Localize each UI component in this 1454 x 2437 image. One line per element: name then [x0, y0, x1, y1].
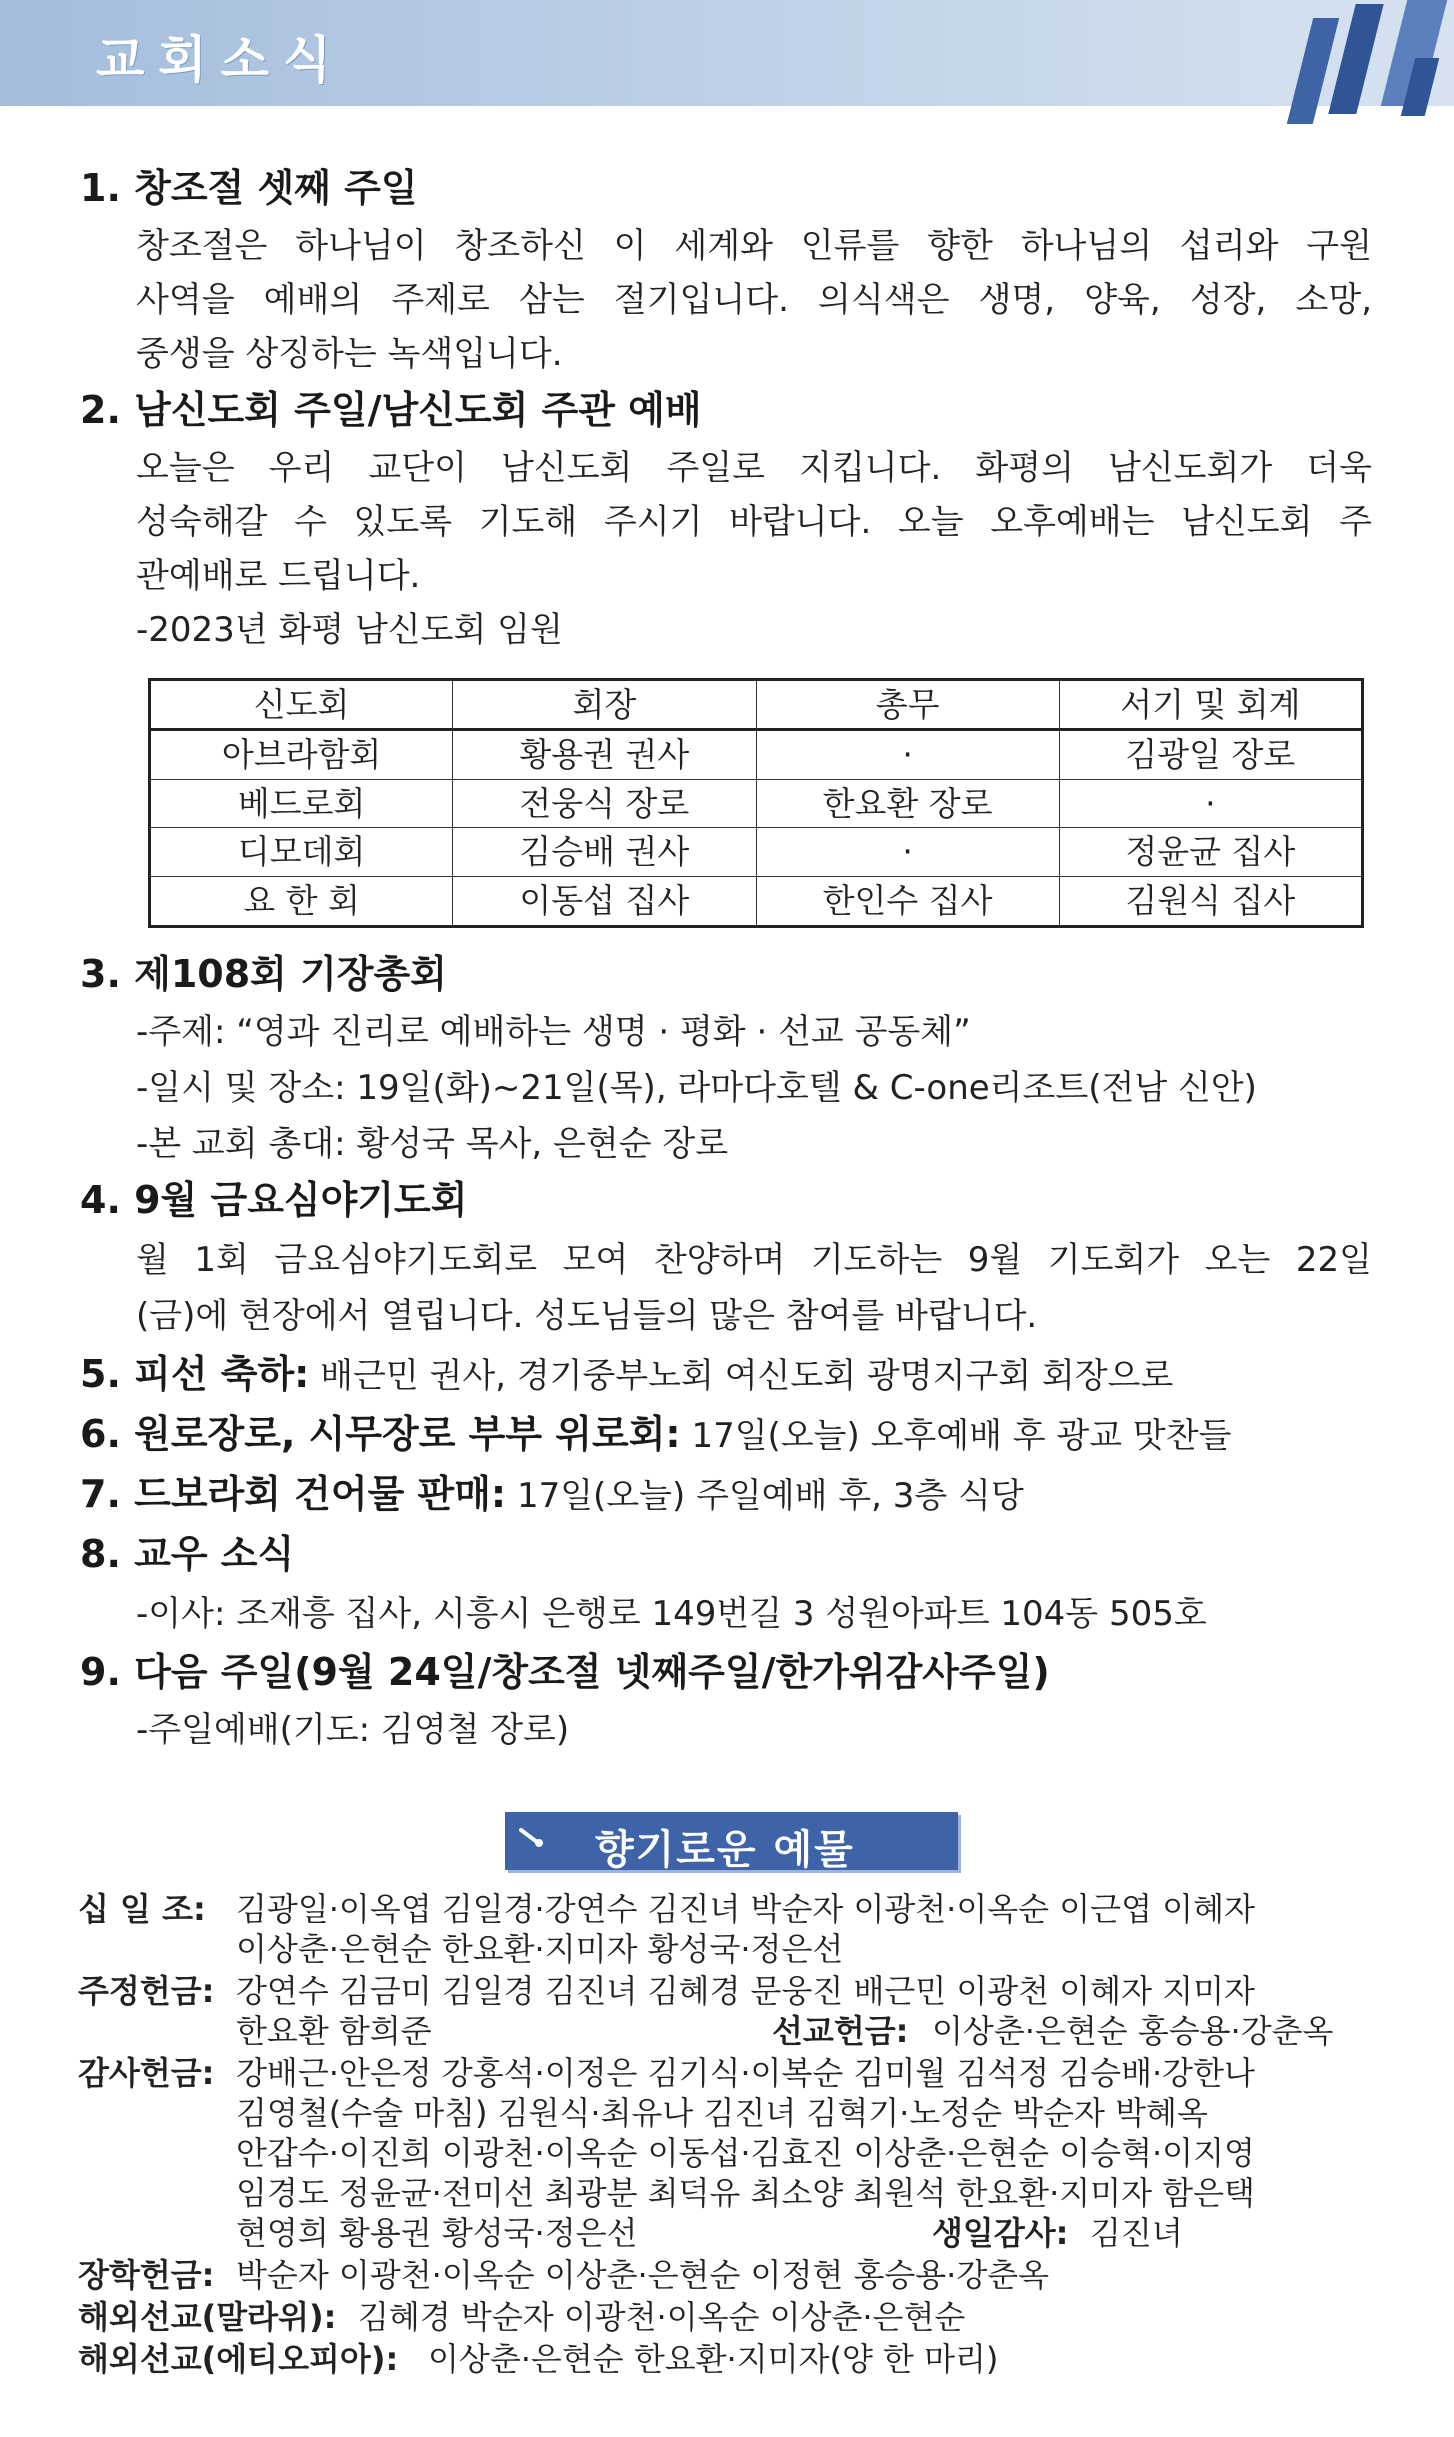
table-header-row [150, 680, 1363, 730]
offering-names: 임경도 정윤균·전미선 최광분 최덕유 최소양 최원석 한요환·지미자 함은택 [236, 2174, 1255, 2212]
table-cell: 이동섭 집사 [453, 877, 756, 927]
offering-names: 안갑수·이진희 이광천·이옥순 이동섭·김효진 이상춘·은현순 이승혁·이지영 [236, 2134, 1255, 2172]
offering-label [78, 2340, 398, 2378]
section-title: 교회소식 [96, 31, 346, 89]
table-cell: 황용권 권사 [453, 730, 756, 780]
item-text: 17일(오늘) 주일예배 후, 3층 식당 [506, 1476, 1024, 1516]
item-body-line: -주제: “영과 진리로 예배하는 생명 · 평화 · 선교 공동체” [136, 1012, 971, 1052]
item-body-line: (금)에 현장에서 열립니다. 성도님들의 많은 참여를 바랍니다. [136, 1296, 1038, 1336]
offering-category: 생일감사: [932, 2214, 1069, 2252]
offering-label [78, 2054, 214, 2092]
item-text: 17일(오늘) 오후예배 후 광교 맛찬들 [680, 1416, 1232, 1456]
item-label: 5. 피선 축하: [80, 1352, 310, 1396]
table-cell: · [1059, 779, 1362, 828]
table-cell: 김원식 집사 [1059, 877, 1362, 927]
item-heading: 8. 교우 소식 [80, 1532, 295, 1576]
offering-names: 이상춘·은현순 한요환·지미자(양 한 마리) [428, 2340, 999, 2378]
item-inline [80, 1474, 1024, 1516]
item-body-line: -2023년 화평 남신도회 임원 [136, 610, 563, 650]
offering-names: 박순자 이광천·이옥순 이상춘·은현순 이정현 홍승용·강춘옥 [236, 2256, 1050, 2294]
offering-category: 해외선교(말라위): [78, 2298, 337, 2336]
item-label: 6. 원로장로, 시무장로 부부 위로회: [80, 1412, 681, 1456]
table-cell: 김광일 장로 [1059, 730, 1362, 780]
offering-label [78, 2298, 336, 2336]
item-body-line: 오늘은 우리 교단이 남신도회 주일로 지킵니다. 화평의 남신도회가 더욱 [136, 448, 1372, 488]
offering-category: 해외선교(에티오피아): [78, 2340, 399, 2378]
offering-category: 선교헌금: [772, 2012, 909, 2050]
table-header-cell: 회장 [453, 680, 756, 730]
table-cell: 전웅식 장로 [453, 779, 756, 828]
table-cell: · [756, 828, 1059, 877]
offering-names: 한요환 함희준 [236, 2012, 432, 2050]
item-body-line: -일시 및 장소: 19일(화)~21일(목), 라마다호텔 & C-one리조트(전남 신안) [136, 1068, 1257, 1108]
item-inline [80, 1414, 1231, 1456]
item-heading: 3. 제108회 기장총회 [80, 952, 447, 996]
item-heading: 4. 9월 금요심야기도회 [80, 1178, 468, 1222]
offering-label [932, 2214, 1068, 2252]
table-header-cell: 총무 [756, 680, 1059, 730]
table-cell: 디모데회 [150, 828, 453, 877]
table-row [150, 877, 1363, 927]
item-heading: 2. 남신도회 주일/남신도회 주관 예배 [80, 388, 702, 432]
table-header-cell: 서기 및 회계 [1059, 680, 1362, 730]
table-cell: · [756, 730, 1059, 780]
table-row [150, 779, 1363, 828]
offering-names: 김진녀 [1090, 2214, 1183, 2252]
item-body-line: -이사: 조재흥 집사, 시흥시 은행로 149번길 3 성원아파트 104동 505호 [136, 1594, 1207, 1634]
table-row [150, 828, 1363, 877]
offerings-title: 향기로운 예물 [595, 1827, 855, 1873]
item-heading: 9. 다음 주일(9월 24일/창조절 넷째주일/한가위감사주일) [80, 1650, 1050, 1694]
item-body-line: -주일예배(기도: 김영철 장로) [136, 1710, 570, 1750]
table-cell: 아브라함회 [150, 730, 453, 780]
offering-names: 강배근·안은정 강홍석·이정은 김기식·이복순 김미월 김석정 김승배·강한나 [236, 2054, 1255, 2092]
offering-category: 감사헌금: [78, 2054, 215, 2092]
item-label: 7. 드보라회 건어물 판매: [80, 1472, 507, 1516]
offering-category: 장학헌금: [78, 2256, 215, 2294]
item-inline [80, 1354, 1173, 1396]
item-body-line: 중생을 상징하는 녹색입니다. [136, 334, 563, 374]
table-cell: 요 한 회 [150, 877, 453, 927]
offering-label [78, 1890, 206, 1928]
item-body-line: -본 교회 총대: 황성국 목사, 은현순 장로 [136, 1124, 729, 1164]
table-row [150, 730, 1363, 780]
offering-names: 이상춘·은현순 홍승용·강춘옥 [932, 2012, 1334, 2050]
table-cell: 김승배 권사 [453, 828, 756, 877]
offering-names: 현영희 황용권 황성국·정은선 [236, 2214, 638, 2252]
offering-label [772, 2012, 908, 2050]
offerings-title-bar [505, 1812, 958, 1873]
table-cell: 한요환 장로 [756, 779, 1059, 828]
offering-label [78, 2256, 214, 2294]
offering-names: 김영철(수술 마침) 김원식·최유나 김진녀 김혁기·노정순 박순자 박혜옥 [236, 2094, 1208, 2132]
officers-table [148, 678, 1364, 928]
item-text: 배근민 권사, 경기중부노회 여신도회 광명지구회 회장으로 [309, 1356, 1174, 1396]
item-body-line: 성숙해갈 수 있도록 기도해 주시기 바랍니다. 오늘 오후예배는 남신도회 주 [136, 502, 1372, 542]
offering-category: 십 일 조: [78, 1890, 206, 1928]
offering-label [78, 1972, 214, 2010]
offering-names: 이상춘·은현순 한요환·지미자 황성국·정은선 [236, 1930, 844, 1968]
header-band [0, 0, 1454, 106]
table-cell: 한인수 집사 [756, 877, 1059, 927]
item-body-line: 사역을 예배의 주제로 삼는 절기입니다. 의식색은 생명, 양육, 성장, 소망, [136, 280, 1372, 320]
item-heading: 1. 창조절 셋째 주일 [80, 166, 418, 210]
offering-names: 김광일·이옥엽 김일경·강연수 김진녀 박순자 이광천·이옥순 이근엽 이혜자 [236, 1890, 1255, 1928]
table-header-cell: 신도회 [150, 680, 453, 730]
table-cell: 정윤균 집사 [1059, 828, 1362, 877]
item-body-line: 관예배로 드립니다. [136, 556, 421, 596]
offering-names: 강연수 김금미 김일경 김진녀 김혜경 문웅진 배근민 이광천 이혜자 지미자 [236, 1972, 1255, 2010]
item-body-line: 월 1회 금요심야기도회로 모여 찬양하며 기도하는 9월 기도회가 오는 22일 [136, 1240, 1372, 1280]
checkmark-icon [519, 1826, 549, 1850]
offering-names: 김혜경 박순자 이광천·이옥순 이상춘·은현순 [358, 2298, 966, 2336]
item-body-line: 창조절은 하나님이 창조하신 이 세계와 인류를 향한 하나님의 섭리와 구원 [136, 226, 1372, 266]
offering-category: 주정헌금: [78, 1972, 215, 2010]
table-cell: 베드로회 [150, 779, 453, 828]
